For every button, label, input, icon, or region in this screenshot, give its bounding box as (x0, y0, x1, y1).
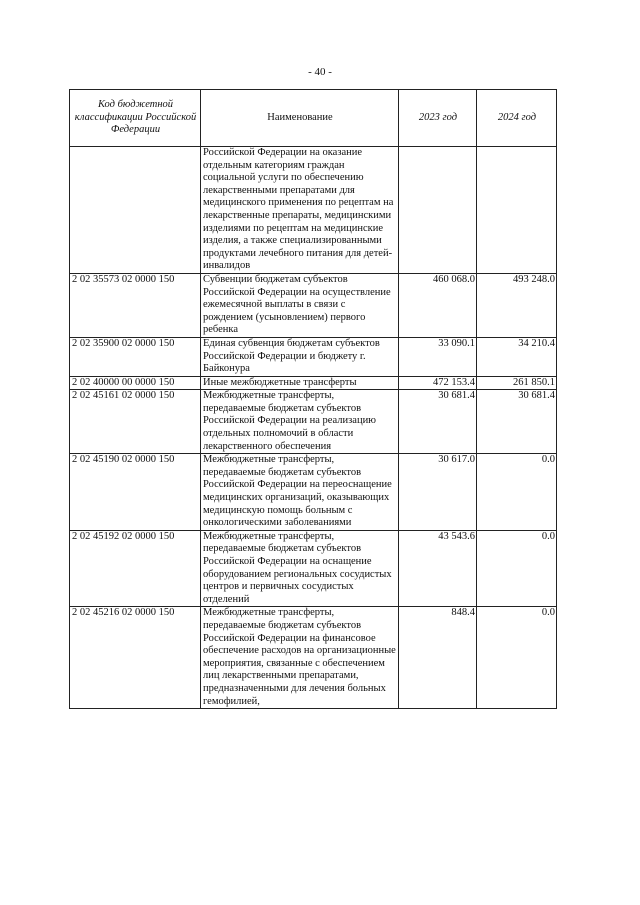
table-row (70, 337, 557, 376)
header-row (70, 90, 557, 147)
header-code: Код бюджетной классификации Российской Федерации (70, 90, 201, 147)
row-value-2024: 30 681.4 (477, 390, 557, 454)
row-value-2023: 30 617.0 (399, 454, 477, 531)
table-body (70, 147, 557, 709)
row-value-2023: 43 543.6 (399, 530, 477, 607)
row-value-2024: 261 850.1 (477, 376, 557, 390)
row-value-2023: 30 681.4 (399, 390, 477, 454)
row-code: 2 02 45161 02 0000 150 (70, 390, 201, 454)
row-code: 2 02 35573 02 0000 150 (70, 273, 201, 337)
row-value-2024: 0.0 (477, 454, 557, 531)
table-row (70, 607, 557, 709)
budget-table (69, 89, 557, 709)
row-code: 2 02 45192 02 0000 150 (70, 530, 201, 607)
row-name: Межбюджетные трансферты, передаваемые бюджетам субъектов Российской Федерации на переоснащение медицинских организаций, оказывающих медицинскую помощь больным с онкологическими заболеваниями (201, 454, 399, 531)
row-value-2023: 33 090.1 (399, 337, 477, 376)
table-row (70, 530, 557, 607)
row-value-2024: 0.0 (477, 607, 557, 709)
row-value-2024: 493 248.0 (477, 273, 557, 337)
row-value-2023: 848.4 (399, 607, 477, 709)
row-value-2023: 472 153.4 (399, 376, 477, 390)
row-value-2024 (477, 147, 557, 274)
row-code: 2 02 45190 02 0000 150 (70, 454, 201, 531)
row-code: 2 02 45216 02 0000 150 (70, 607, 201, 709)
header-name: Наименование (201, 90, 399, 147)
row-code: 2 02 35900 02 0000 150 (70, 337, 201, 376)
row-value-2024: 34 210.4 (477, 337, 557, 376)
row-code (70, 147, 201, 274)
row-code: 2 02 40000 00 0000 150 (70, 376, 201, 390)
row-name: Межбюджетные трансферты, передаваемые бюджетам субъектов Российской Федерации на финансовое обеспечение расходов на организационные мероприятия, связанные с обеспечением лиц лекарственными препаратами, предназначенными для лечения больных гемофилией, (201, 607, 399, 709)
table-row (70, 454, 557, 531)
page-number: - 40 - (308, 66, 332, 78)
row-name: Единая субвенция бюджетам субъектов Российской Федерации и бюджету г. Байконура (201, 337, 399, 376)
table-row (70, 376, 557, 390)
row-value-2023: 460 068.0 (399, 273, 477, 337)
header-year-2024: 2024 год (477, 90, 557, 147)
table-row (70, 390, 557, 454)
row-name: Межбюджетные трансферты, передаваемые бюджетам субъектов Российской Федерации на оснащение оборудованием региональных сосудистых центров и первичных сосудистых отделений (201, 530, 399, 607)
row-name: Межбюджетные трансферты, передаваемые бюджетам субъектов Российской Федерации на реализацию отдельных полномочий в области лекарственного обеспечения (201, 390, 399, 454)
row-name: Субвенции бюджетам субъектов Российской Федерации на осуществление ежемесячной выплаты в связи с рождением (усыновлением) первого ребенка (201, 273, 399, 337)
row-value-2023 (399, 147, 477, 274)
table-row (70, 147, 557, 274)
header-year-2023: 2023 год (399, 90, 477, 147)
table-row (70, 273, 557, 337)
row-value-2024: 0.0 (477, 530, 557, 607)
row-name: Иные межбюджетные трансферты (201, 376, 399, 390)
row-name: Российской Федерации на оказание отдельным категориям граждан социальной услуги по обеспечению лекарственными препаратами для медицинского применения по рецептам на лекарственные препараты, медицинскими изделиями по рецептам на медицинские изделия, а также специализированными продуктами лечебного питания для детей-инвалидов (201, 147, 399, 274)
table-header (70, 90, 557, 147)
